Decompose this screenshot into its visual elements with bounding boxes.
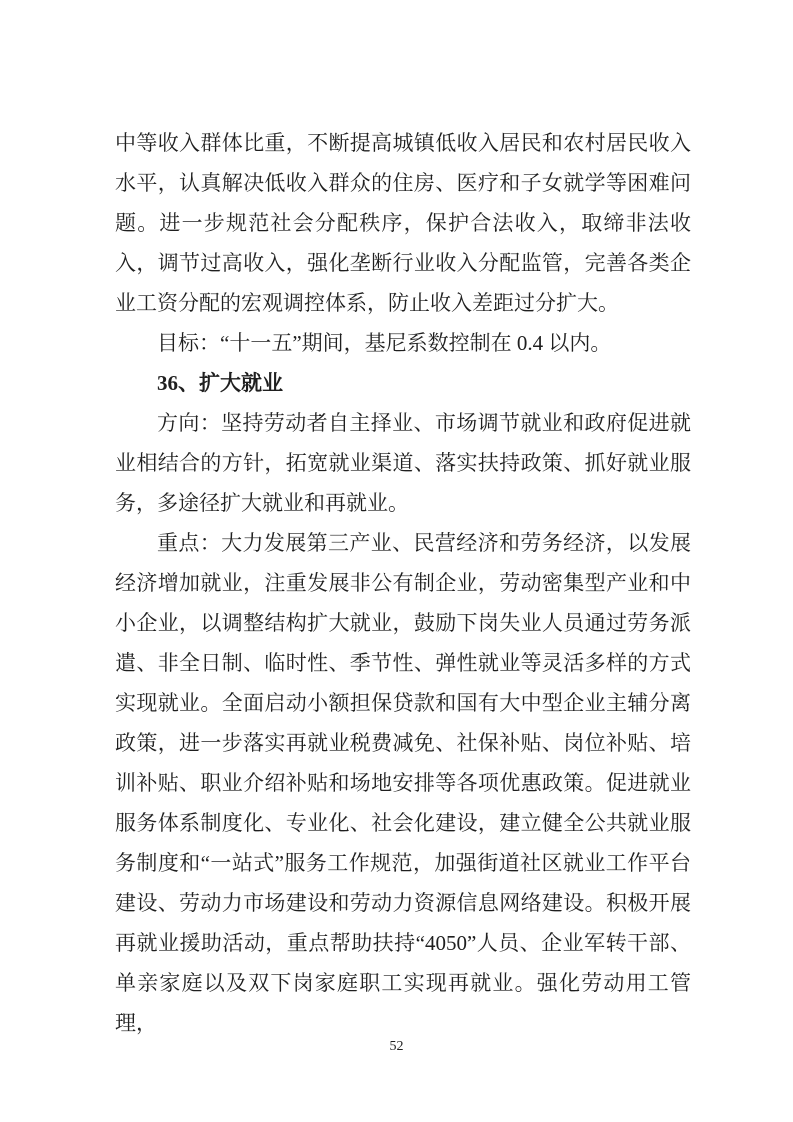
page-number: 52 [389, 1039, 404, 1054]
paragraph-income-distribution: 中等收入群体比重，不断提高城镇低收入居民和农村居民收入水平，认真解决低收入群众的住房、医疗和子女就学等困难问题。进一步规范社会分配秩序，保护合法收入，取缔非法收入，调节过高收入，强化垄断行业收入分配监管，完善各类企业工资分配的宏观调控体系，防止收入差距过分扩大。 [115, 131, 691, 315]
paragraph-goal: 目标：“十一五”期间，基尼系数控制在 0.4 以内。 [157, 331, 612, 355]
section-heading: 36、扩大就业 [157, 371, 283, 395]
paragraph-key-points: 重点：大力发展第三产业、民营经济和劳务经济，以发展经济增加就业，注重发展非公有制企业，劳动密集型产业和中小企业，以调整结构扩大就业，鼓励下岗失业人员通过劳务派遣、非全日制、临时性、季节性、弹性就业等灵活多样的方式实现就业。全面启动小额担保贷款和国有大中型企业主辅分离政策，进一步落实再就业税费减免、社保补贴、岗位补贴、培训补贴、职业介绍补贴和场地安排等各项优惠政策。促进就业服务体系制度化、专业化、社会化建设，建立健全公共就业服务制度和“一站式”服务工作规范，加强街道社区就业工作平台建设、劳动力市场建设和劳动力资源信息网络建设。积极开展再就业援助活动，重点帮助扶持“4050”人员、企业军转干部、单亲家庭以及双下岗家庭职工实现再就业。强化劳动用工管理， [115, 531, 691, 1035]
document-body [115, 123, 691, 1043]
paragraph-direction: 方向：坚持劳动者自主择业、市场调节就业和政府促进就业相结合的方针，拓宽就业渠道、落实扶持政策、抓好就业服务，多途径扩大就业和再就业。 [115, 411, 691, 515]
